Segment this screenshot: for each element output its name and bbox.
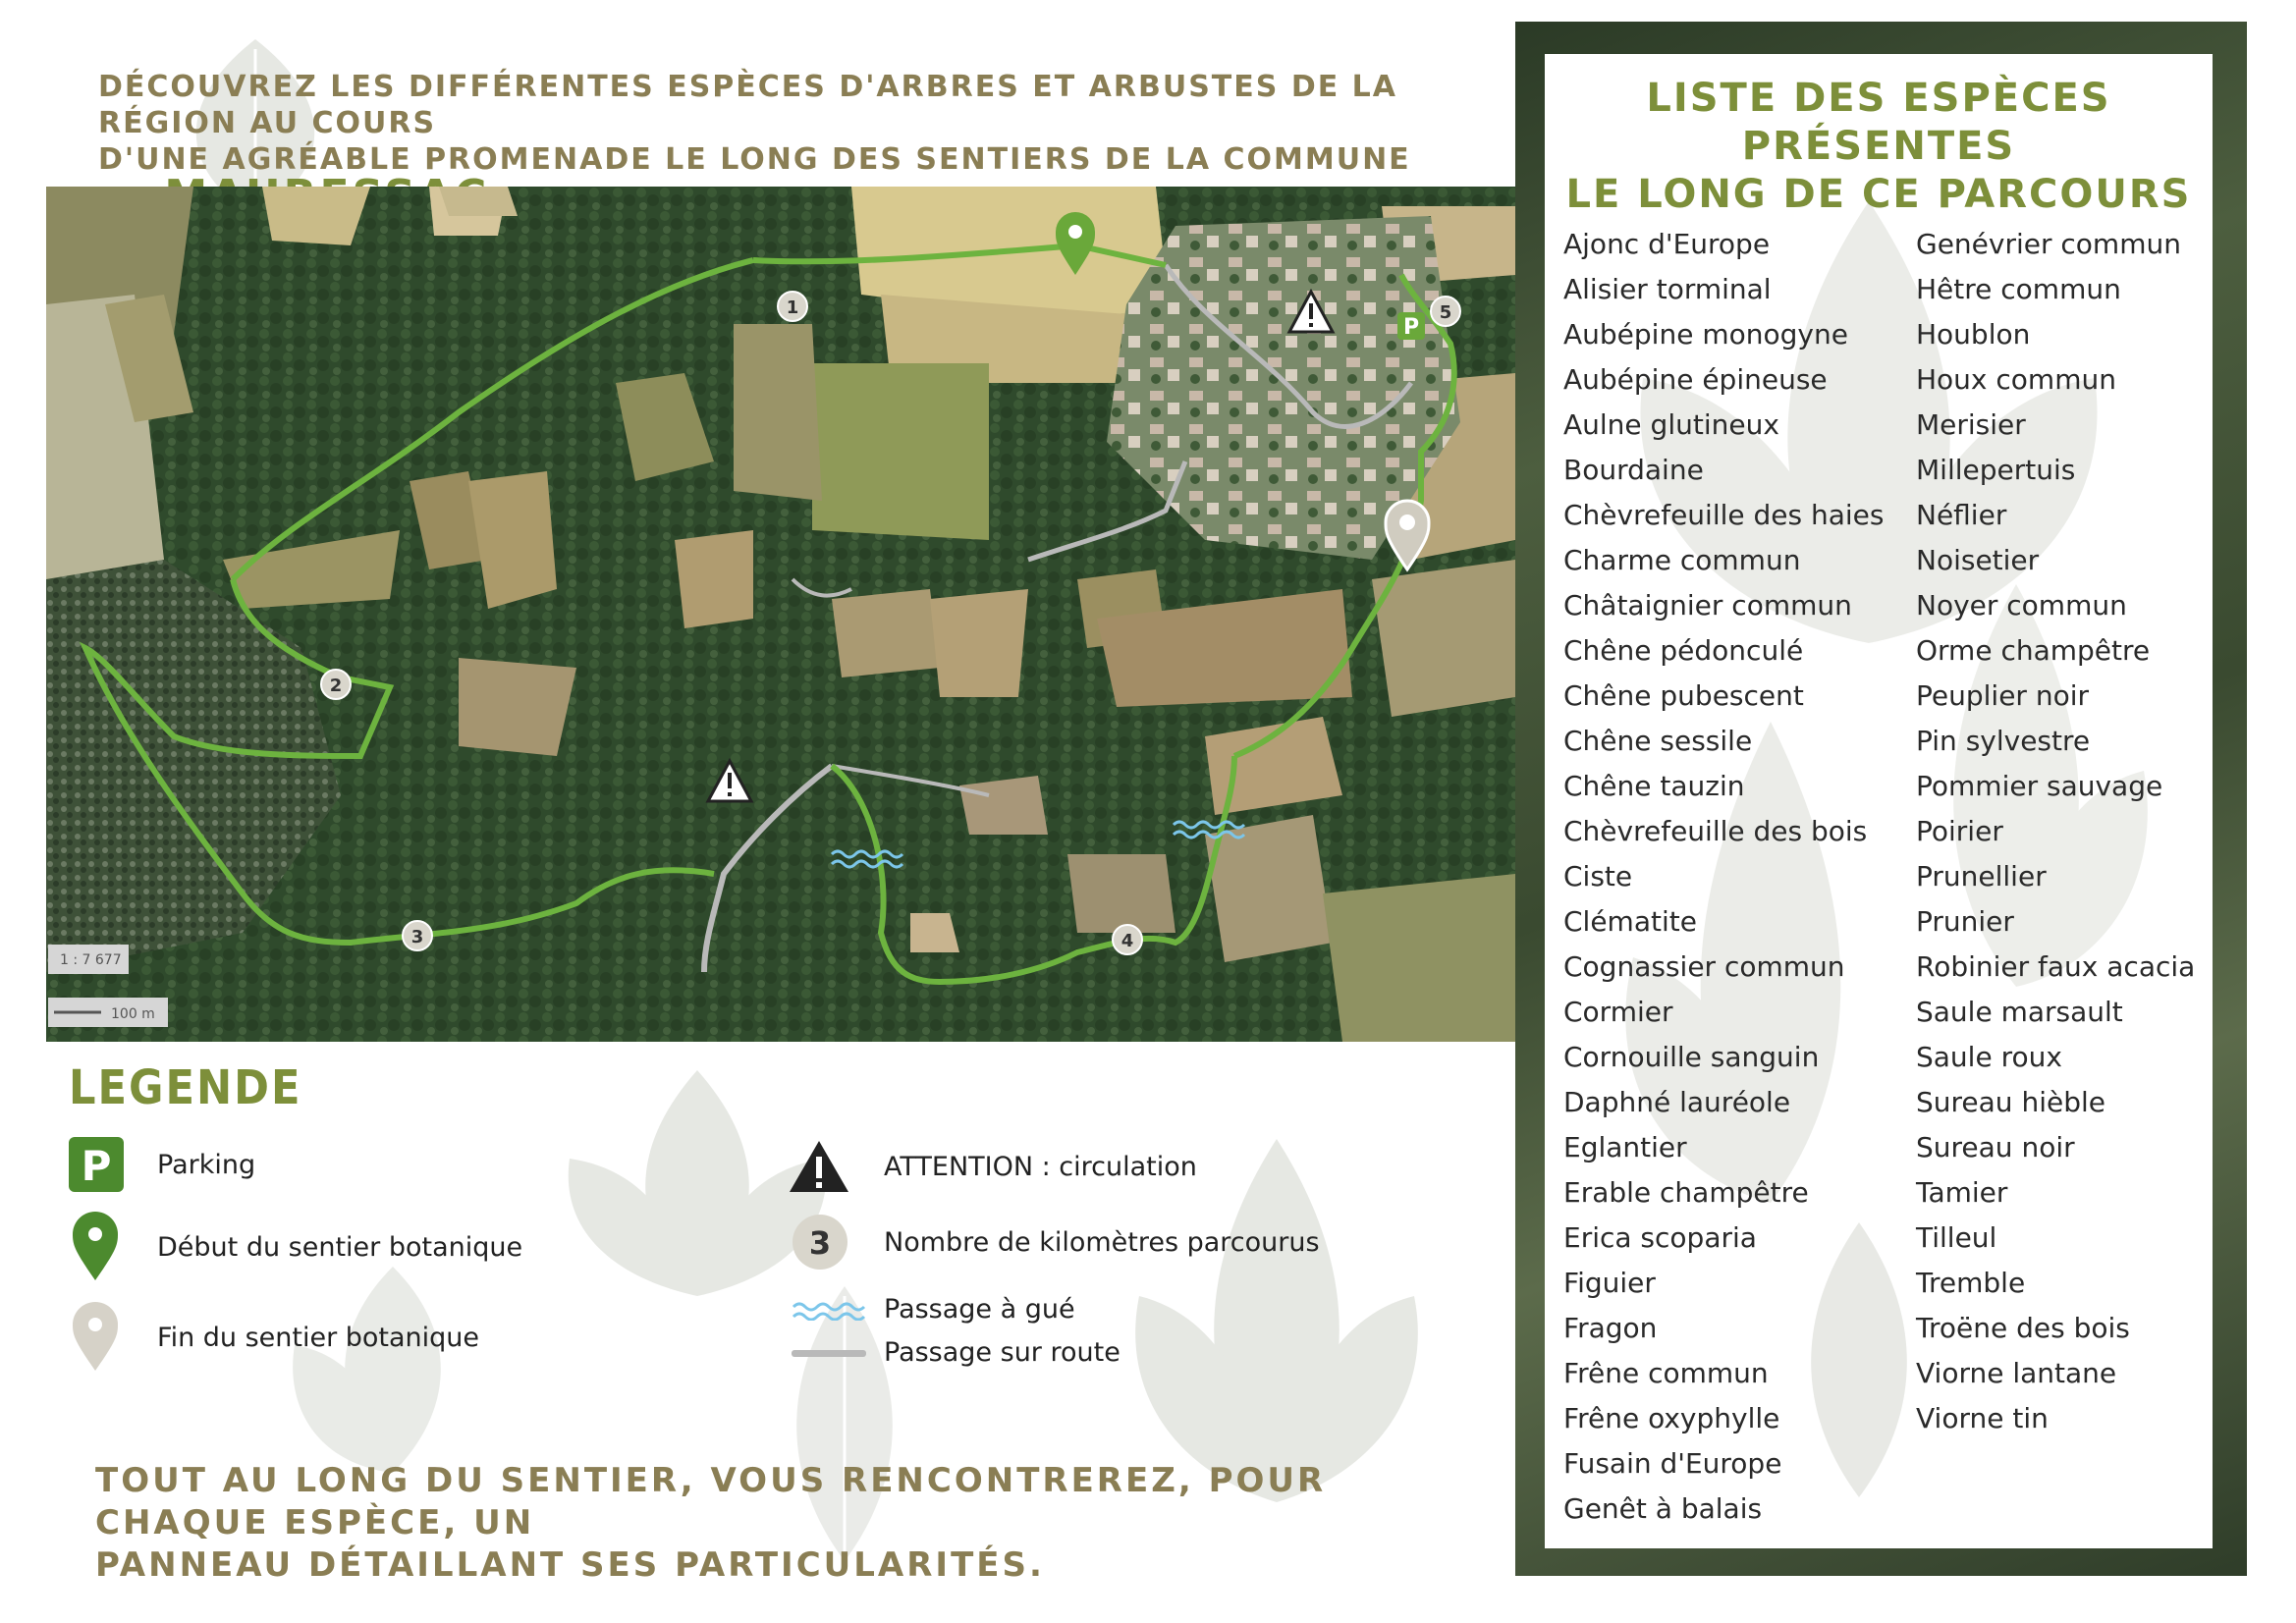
km-marker bbox=[403, 921, 432, 950]
legend-ford-label: Passage à gué bbox=[884, 1294, 1075, 1325]
species-item: Pin sylvestre bbox=[1916, 725, 2091, 757]
species-item: Châtaignier commun bbox=[1563, 589, 1852, 622]
km-marker-number: 5 bbox=[1439, 302, 1452, 323]
species-item: Figuier bbox=[1563, 1267, 1656, 1299]
scale-bar-label: 100 m bbox=[111, 1006, 155, 1022]
species-item: Daphné lauréole bbox=[1563, 1086, 1791, 1118]
species-item: Noisetier bbox=[1916, 544, 2040, 576]
species-item: Genêt à balais bbox=[1563, 1492, 1763, 1525]
legend-km-label: Nombre de kilomètres parcourus bbox=[884, 1226, 1320, 1258]
km-marker-number: 2 bbox=[329, 676, 343, 696]
aerial-map[interactable] bbox=[46, 187, 1515, 1042]
species-item: Bourdaine bbox=[1563, 454, 1704, 486]
legend-attention-label: ATTENTION : circulation bbox=[884, 1151, 1197, 1182]
species-item: Peuplier noir bbox=[1916, 679, 2089, 712]
legend-start bbox=[73, 1212, 522, 1282]
species-title-line-1: LISTE DES ESPÈCES PRÉSENTES bbox=[1646, 76, 2111, 169]
legend-road-label: Passage sur route bbox=[884, 1337, 1121, 1368]
legend-ford bbox=[792, 1294, 1075, 1325]
km-marker-number: 4 bbox=[1121, 931, 1134, 951]
species-item: Poirier bbox=[1916, 815, 2003, 847]
species-item: Fragon bbox=[1563, 1312, 1658, 1344]
species-list-left bbox=[1563, 222, 1885, 1532]
road-line-icon bbox=[792, 1346, 866, 1360]
species-item: Clématite bbox=[1563, 905, 1697, 938]
species-item: Cognassier commun bbox=[1563, 950, 1845, 983]
species-item: Millepertuis bbox=[1916, 454, 2076, 486]
species-item: Cornouille sanguin bbox=[1563, 1041, 1820, 1073]
species-item: Chêne tauzin bbox=[1563, 770, 1745, 802]
km-marker-number: 3 bbox=[410, 927, 424, 947]
species-item: Aubépine épineuse bbox=[1563, 363, 1828, 396]
species-item: Saule roux bbox=[1916, 1041, 2062, 1073]
km-circle-icon bbox=[792, 1214, 848, 1271]
species-item: Prunier bbox=[1916, 905, 2014, 938]
species-item: Chêne sessile bbox=[1563, 725, 1753, 757]
species-item: Viorne tin bbox=[1916, 1402, 2049, 1434]
km-marker bbox=[778, 292, 807, 321]
km-marker-number: 1 bbox=[786, 298, 799, 318]
scale-ratio: 1 : 7 677 bbox=[60, 952, 122, 968]
species-item: Erable champêtre bbox=[1563, 1176, 1809, 1209]
species-item: Tremble bbox=[1916, 1267, 2026, 1299]
map-pin-grey-icon bbox=[73, 1302, 118, 1373]
legend-road bbox=[792, 1337, 1121, 1368]
legend-parking-label: Parking bbox=[157, 1149, 256, 1180]
species-item: Prunellier bbox=[1916, 860, 2047, 893]
species-item: Ajonc d'Europe bbox=[1563, 228, 1771, 260]
species-item: Aulne glutineux bbox=[1563, 408, 1779, 441]
intro-line-1: DÉCOUVREZ LES DIFFÉRENTES ESPÈCES D'ARBRES ET ARBUSTES DE LA RÉGION AU COURS bbox=[98, 70, 1397, 140]
species-item: Néflier bbox=[1916, 499, 2007, 531]
species-item: Orme champêtre bbox=[1916, 634, 2151, 667]
km-example-number: 3 bbox=[808, 1224, 832, 1262]
species-item: Saule marsault bbox=[1916, 996, 2123, 1028]
parking-icon bbox=[69, 1137, 124, 1192]
species-list-right bbox=[1916, 222, 2195, 1441]
legend-attention bbox=[788, 1139, 1197, 1194]
species-item: Noyer commun bbox=[1916, 589, 2127, 622]
legend-parking bbox=[69, 1137, 255, 1192]
bottom-note-line-1: TOUT AU LONG DU SENTIER, VOUS RENCONTREREZ, POUR CHAQUE ESPÈCE, UN bbox=[95, 1461, 1327, 1542]
species-item: Houblon bbox=[1916, 318, 2031, 351]
map-svg bbox=[46, 187, 1515, 1042]
species-item: Genévrier commun bbox=[1916, 228, 2181, 260]
species-item: Troëne des bois bbox=[1916, 1312, 2130, 1344]
species-item: Sureau noir bbox=[1916, 1131, 2075, 1163]
species-item: Eglantier bbox=[1563, 1131, 1687, 1163]
species-item: Tamier bbox=[1916, 1176, 2008, 1209]
species-item: Alisier torminal bbox=[1563, 273, 1772, 305]
species-item: Charme commun bbox=[1563, 544, 1801, 576]
km-marker bbox=[1431, 297, 1460, 326]
species-item: Robinier faux acacia bbox=[1916, 950, 2196, 983]
parking-sign-icon bbox=[1397, 312, 1425, 340]
svg-text:P: P bbox=[1402, 315, 1420, 340]
species-item: Erica scoparia bbox=[1563, 1221, 1757, 1254]
km-marker bbox=[321, 670, 351, 699]
species-item: Sureau hièble bbox=[1916, 1086, 2105, 1118]
species-title bbox=[1545, 75, 2213, 219]
species-item: Fusain d'Europe bbox=[1563, 1447, 1782, 1480]
legend-start-label: Début du sentier botanique bbox=[157, 1231, 523, 1263]
species-item: Hêtre commun bbox=[1916, 273, 2121, 305]
bottom-note bbox=[95, 1460, 1470, 1587]
legend-end-label: Fin du sentier botanique bbox=[157, 1322, 480, 1353]
species-item: Pommier sauvage bbox=[1916, 770, 2163, 802]
map-pin-green-icon bbox=[73, 1212, 118, 1282]
species-item: Houx commun bbox=[1916, 363, 2116, 396]
species-item: Viorne lantane bbox=[1916, 1357, 2117, 1389]
species-item: Ciste bbox=[1563, 860, 1633, 893]
km-marker bbox=[1113, 925, 1142, 954]
legend-end bbox=[73, 1302, 479, 1373]
species-item: Chèvrefeuille des haies bbox=[1563, 499, 1885, 531]
intro-line-2-text: D'UNE AGRÉABLE PROMENADE LE LONG DES SENTIERS DE LA COMMUNE bbox=[98, 142, 1411, 177]
species-item: Chêne pubescent bbox=[1563, 679, 1804, 712]
legend-title: LEGENDE bbox=[69, 1060, 302, 1115]
wave-icon bbox=[792, 1299, 866, 1321]
species-item: Tilleul bbox=[1916, 1221, 1997, 1254]
legend-km bbox=[792, 1214, 1320, 1271]
species-item: Merisier bbox=[1916, 408, 2026, 441]
species-item: Frêne commun bbox=[1563, 1357, 1769, 1389]
species-title-line-2: LE LONG DE CE PARCOURS bbox=[1565, 172, 2192, 217]
warning-triangle-icon bbox=[788, 1139, 850, 1194]
species-item: Aubépine monogyne bbox=[1563, 318, 1848, 351]
species-item: Cormier bbox=[1563, 996, 1673, 1028]
species-item: Chêne pédonculé bbox=[1563, 634, 1804, 667]
bottom-note-line-2: PANNEAU DÉTAILLANT SES PARTICULARITÉS. bbox=[95, 1545, 1045, 1585]
species-item: Chèvrefeuille des bois bbox=[1563, 815, 1868, 847]
parking-symbol: P bbox=[81, 1142, 112, 1190]
species-item: Frêne oxyphylle bbox=[1563, 1402, 1780, 1434]
